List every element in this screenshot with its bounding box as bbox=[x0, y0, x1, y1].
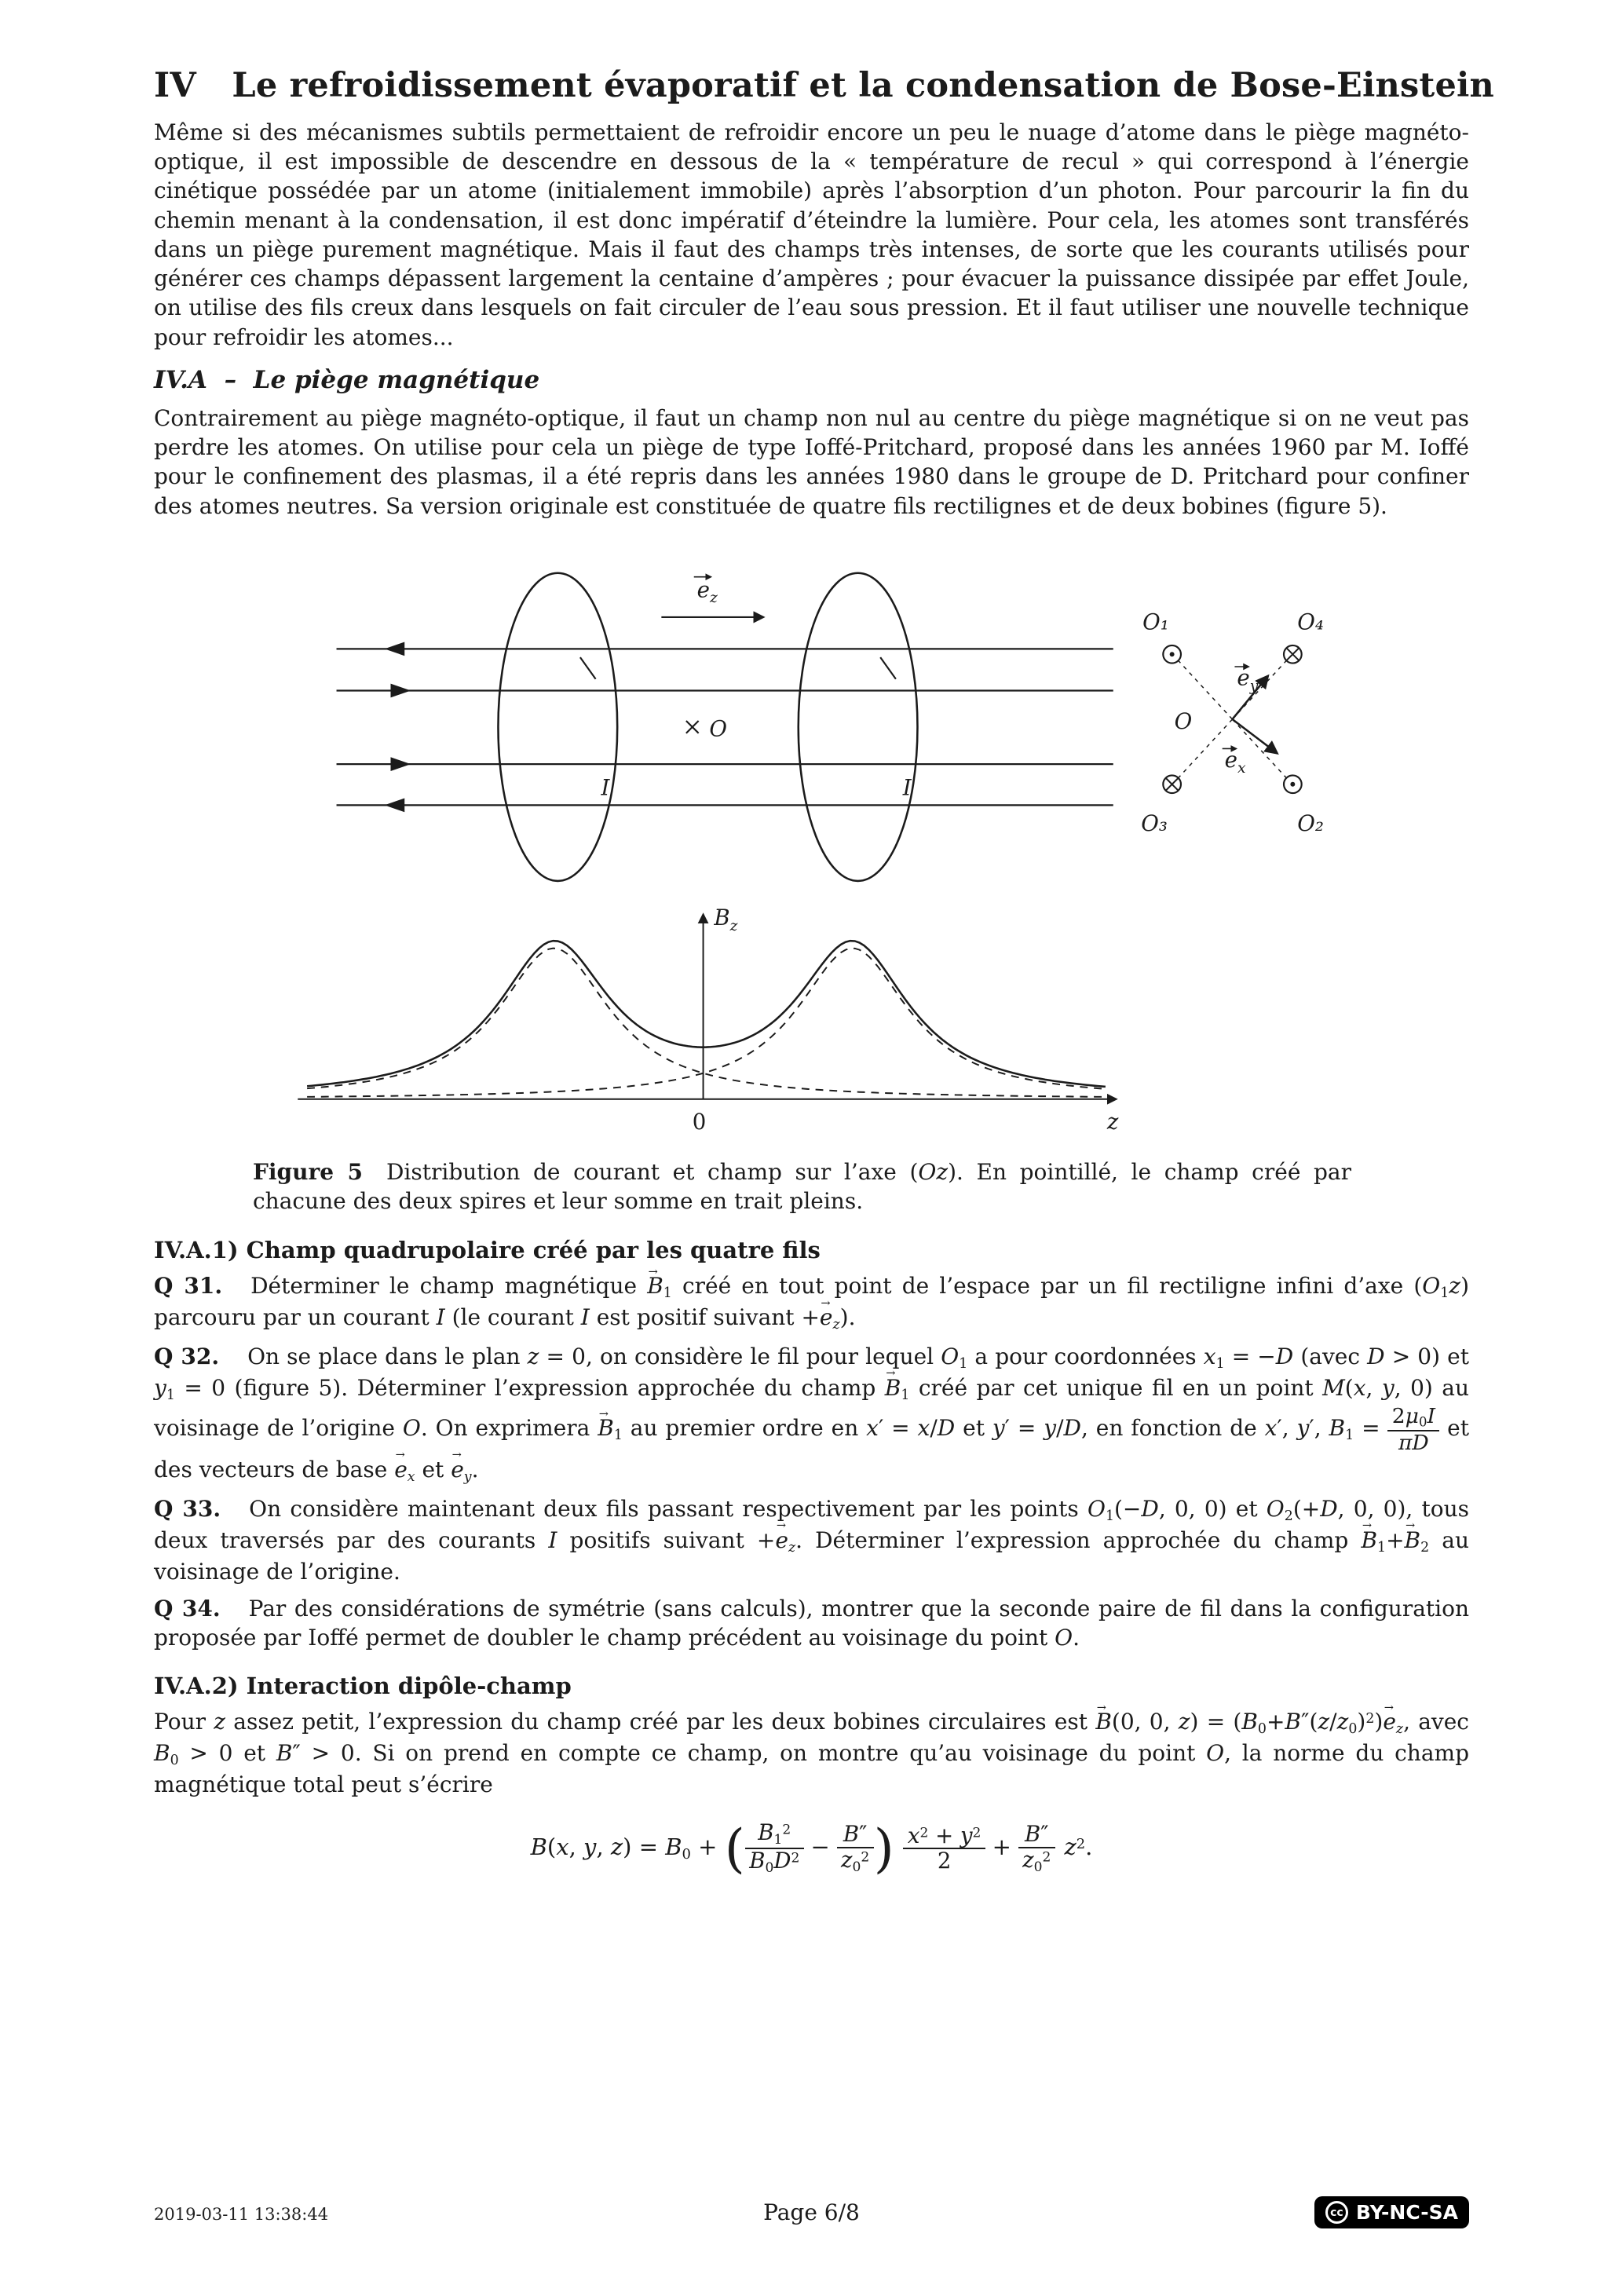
coil-left-tick bbox=[580, 657, 596, 679]
wire-o3-current-in-icon bbox=[1163, 775, 1181, 793]
o3-label: O₃ bbox=[1141, 810, 1168, 836]
page-footer bbox=[154, 2189, 1469, 2230]
section-number: IV bbox=[154, 66, 196, 105]
subsection-heading-iva2: IV.A.2) Interaction dipôle-champ bbox=[154, 1673, 572, 1700]
z-axis-label: z bbox=[1106, 1109, 1119, 1135]
wire-o4-current-in-icon bbox=[1284, 645, 1302, 664]
coil-right-tick bbox=[880, 657, 896, 679]
q33-label: Q 33. bbox=[154, 1495, 221, 1522]
license-label: BY-NC-SA bbox=[1355, 2201, 1458, 2224]
footer-page-number: Page 6/8 bbox=[763, 2199, 860, 2225]
figure-caption-label: Figure 5 bbox=[253, 1158, 363, 1185]
coil-left-ellipse bbox=[498, 573, 617, 881]
cross-origin-label: O bbox=[1174, 707, 1193, 734]
bz-axis-label: $B_z$ bbox=[714, 904, 738, 934]
question-34 bbox=[154, 1594, 1469, 1652]
arrow-left-wire4 bbox=[385, 798, 405, 812]
intro-paragraph: Même si des mécanismes subtils permettaient de refroidir encore un peu le nuage d’atome dans le piège magnéto-optique, il est impossible de descendre en dessous de la « température de recul » qui correspond à l’énergie cinétique possédée par un atome (initialement immobile) après l’absorption d’un photon. Pour parcourir la fin du chemin menant à la condensation, il est donc impératif d’éteindre la lumière. Pour cela, les atomes sont transférés dans un piège purement magnétique. Mais il faut des champs très intenses, de sorte que les courants utilisés pour générer ces champs dépassent largement la centaine d’ampères ; pour évacuer la puissance dissipée par effet Joule, on utilise des fils creux dans lesquels on fait circuler de l’eau sous pression. Et il faut utiliser une nouvelle technique pour refroidir les atomes... bbox=[154, 119, 1469, 350]
figure5-diagram bbox=[154, 561, 1469, 1150]
wire-o2-current-out-icon bbox=[1284, 775, 1302, 793]
current-direction-arrows bbox=[385, 642, 411, 812]
wires-cross-section bbox=[1141, 609, 1324, 836]
question-33 bbox=[154, 1494, 1469, 1586]
arrow-left-wire1 bbox=[385, 642, 405, 656]
q33-text: On considère maintenant deux fils passant respectivement par les points $O_1(-D$, 0, 0) et $O_2(+D$, 0, 0), tous deux traversés par des courants I positifs suivant $+e \to_z$. Déterminer l’expression approchée du champ $B \to_1+B \to_2$ au voisinage de l’origine. bbox=[154, 1496, 1469, 1585]
o1-label: O₁ bbox=[1142, 609, 1169, 635]
o2-label: O₂ bbox=[1297, 810, 1324, 836]
bz-graph bbox=[298, 905, 1119, 1135]
q34-label: Q 34. bbox=[154, 1595, 221, 1621]
coil-right bbox=[799, 573, 918, 881]
figure5 bbox=[154, 561, 1469, 1150]
q32-text: On se place dans le plan z = 0, on considère le fil pour lequel $O_1$ a pour coordonnées $x_1 = -D$ (avec D > 0) et $y_1 = 0$ (figure 5). Déterminer l’expression approchée du champ $B \to_1$ créé par cet unique fil en un point M(x, y, 0) au voisinage de l’origine O. On exprimera $B \to_1$ au premier ordre en x′ = x/D et y′ = y/D, en fonction de x′, y′, $B_1$ = $\frac{2\mu_0I}{\pi D}$ et des vecteurs de base $e \to_x$ et $e \to_y$. bbox=[154, 1344, 1469, 1483]
question-32 bbox=[154, 1342, 1469, 1486]
wire-o1-current-out-icon bbox=[1163, 645, 1181, 664]
q31-label: Q 31. bbox=[154, 1273, 223, 1300]
coil-left-field-curve bbox=[307, 948, 1106, 1096]
arrow-right-wire2 bbox=[391, 683, 411, 697]
question-31 bbox=[154, 1271, 1469, 1334]
current-label-left: I bbox=[601, 774, 610, 801]
figure-caption-text: Distribution de courant et champ sur l’axe (Oz). En pointillé, le champ créé par chacune des deux spires et leur somme en trait pleins. bbox=[253, 1158, 1351, 1215]
ex-arrow bbox=[1232, 719, 1277, 753]
coil-right-ellipse bbox=[799, 573, 918, 881]
origin-marker bbox=[686, 721, 699, 733]
ey-label: $e_y$ bbox=[1237, 664, 1259, 695]
coil-left bbox=[498, 573, 617, 881]
origin-label: O bbox=[709, 715, 728, 742]
cc-icon: cc bbox=[1325, 2201, 1348, 2224]
subsection-heading-iva1: IV.A.1) Champ quadrupolaire créé par les quatre fils bbox=[154, 1237, 821, 1264]
title-spacer bbox=[196, 66, 232, 105]
ex-label: $e_x$ bbox=[1224, 746, 1246, 777]
q34-text: Par des considérations de symétrie (sans calculs), montrer que la seconde paire de fil dans la configuration proposée par Ioffé permet de doubler le champ précédent au voisinage du point O. bbox=[154, 1595, 1469, 1651]
title-text: Le refroidissement évaporatif et la condensation de Bose-Einstein bbox=[232, 66, 1494, 105]
ez-label: $e_z$ bbox=[696, 576, 718, 607]
total-field-curve bbox=[307, 941, 1106, 1087]
cc-license-badge bbox=[1314, 2196, 1469, 2228]
footer-timestamp: 2019-03-11 13:38:44 bbox=[154, 2205, 329, 2224]
section-heading-iva: IV.A – Le piège magnétique bbox=[154, 365, 540, 394]
o4-label: O₄ bbox=[1297, 609, 1324, 635]
ez-vector bbox=[661, 576, 763, 617]
current-label-right: I bbox=[902, 774, 912, 801]
q31-text: Déterminer le champ magnétique $B \to_1$ créé en tout point de l’espace par un fil rectiligne infini d’axe $(O_1z)$ parcouru par un courant I (le courant I est positif suivant $+e \to_z$). bbox=[154, 1273, 1469, 1330]
zero-label: 0 bbox=[692, 1109, 707, 1135]
page-title bbox=[154, 66, 1494, 105]
q32-label: Q 32. bbox=[154, 1344, 220, 1370]
subsection-iva2-paragraph: Pour z assez petit, l’expression du champ créé par les deux bobines circulaires est B →(0, 0, $z) = (B_0+B''(z/z_0)^2)e \to_z$, avec $B_0 > 0$ et B″ > 0. Si on prend en compte ce champ, on montre qu’au voisinage du point O, la norme du champ magnétique total peut s’écrire bbox=[154, 1707, 1469, 1799]
arrow-right-wire3 bbox=[391, 757, 411, 771]
section-iva-paragraph: Contrairement au piège magnéto-optique, il faut un champ non nul au centre du piège magnétique si on ne veut pas perdre les atomes. On utilise pour cela un piège de type Ioffé-Pritchard, proposé dans les années 1960 par M. Ioffé pour le confinement des plasmas, il a été repris dans les années 1980 dans le groupe de D. Pritchard pour confiner des atomes neutres. Sa version originale est constituée de quatre fils rectilignes et de deux bobines (figure 5). bbox=[154, 404, 1469, 519]
figure-caption bbox=[154, 1157, 1469, 1217]
field-norm-equation: B(x, y, $z) = B_0$ + ( $\frac{B_1^2}{B_0D^2}$ − $\frac{B''}{z_0^2}$ ) $\frac{x^2 + y^2}{2}$ + $\frac{B''}{z_0^2}$ $z^2$. bbox=[530, 1818, 1093, 1880]
